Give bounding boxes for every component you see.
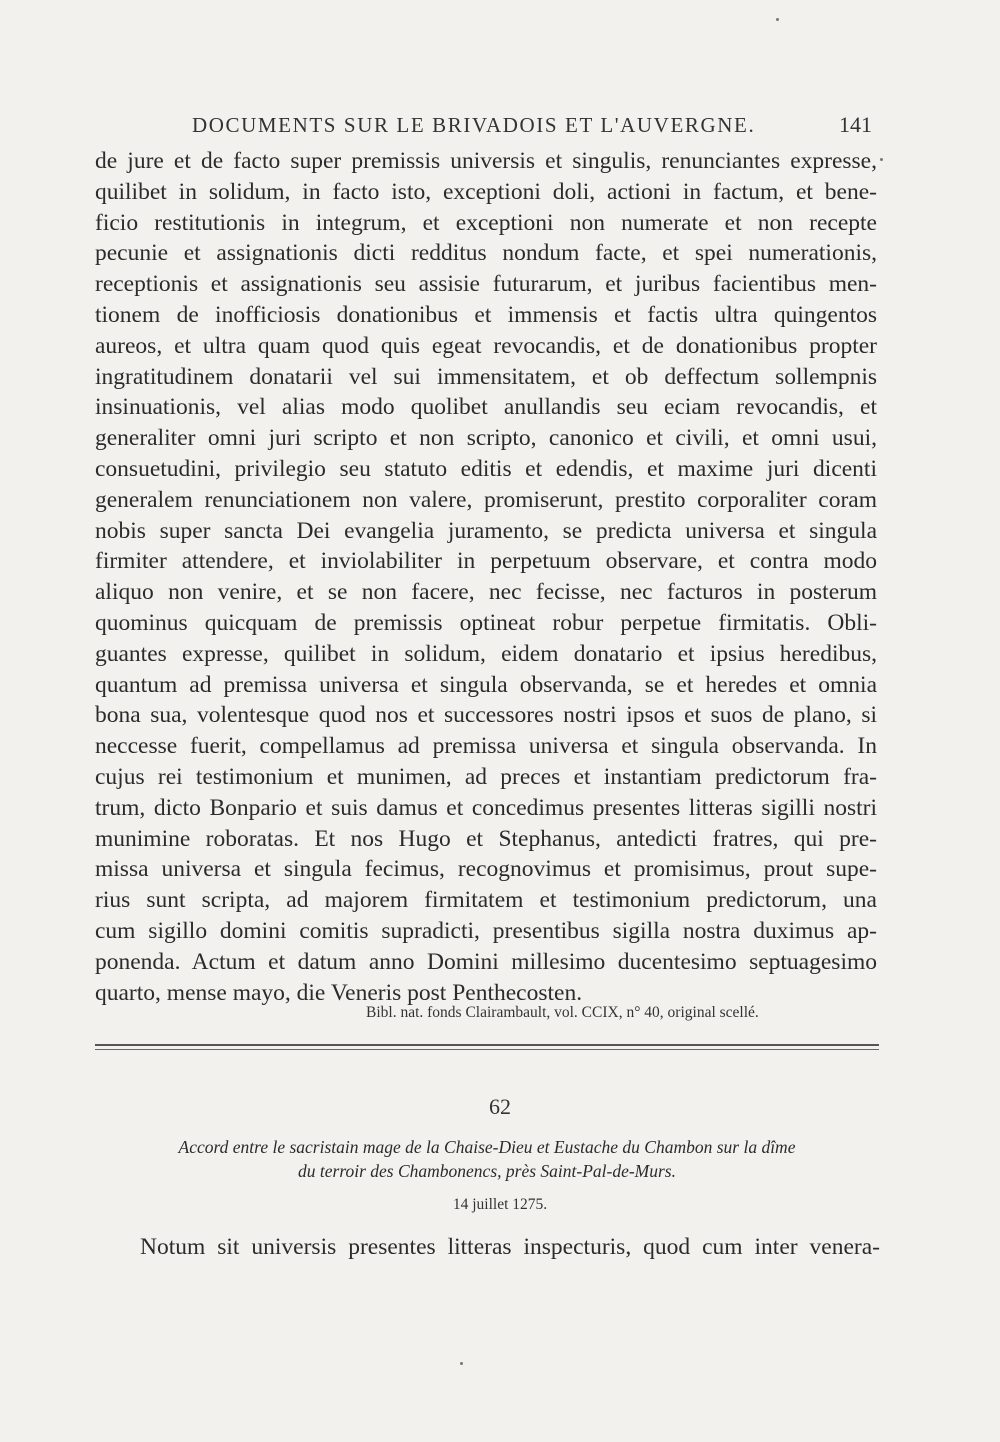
- body-line: quominus quicquam de premissis optineat robur perpetue firmitatis. Obli-: [95, 609, 877, 636]
- body-line: ponenda. Actum et datum anno Domini millesimo ducentesimo septuagesimo: [95, 948, 877, 975]
- body-line: quarto, mense mayo, die Veneris post Penthecosten.: [95, 979, 583, 1006]
- paper-speck: [880, 158, 883, 161]
- body-line: munimine roboratas. Et nos Hugo et Stephanus, antedicti fratres, qui pre-: [95, 825, 877, 852]
- source-note: Bibl. nat. fonds Clairambault, vol. CCIX, n° 40, original scellé.: [366, 1004, 759, 1021]
- section-rule: [95, 1049, 879, 1050]
- body-line: de jure et de facto super premissis universis et singulis, renunciantes expresse,: [95, 148, 877, 174]
- body-line: trum, dicto Bonpario et suis damus et concedimus presentes litteras sigilli nostri: [95, 794, 877, 821]
- paper-speck: [776, 18, 779, 21]
- body-line: bona sua, volentesque quod nos et successores nostri ipsos et suos de plano, si: [95, 702, 877, 729]
- document-date: 14 juillet 1275.: [452, 1196, 548, 1213]
- running-title: DOCUMENTS SUR LE BRIVADOIS ET L'AUVERGNE.: [192, 113, 756, 137]
- document-title-line: du terroir des Chambonencs, près Saint-Pal-de-Murs.: [298, 1161, 676, 1181]
- body-line: aliquo non venire, et se non facere, nec fecisse, nec facturos in posterum: [95, 579, 877, 606]
- body-line: missa universa et singula fecimus, recognovimus et promisimus, prout supe-: [95, 856, 877, 883]
- document-title: [95, 1135, 879, 1183]
- body-line: consuetudini, privilegio seu statuto editis et edendis, et maxime juri dicenti: [95, 455, 877, 482]
- body-line: generalem renunciationem non valere, promiserunt, prestito corporaliter coram: [95, 486, 877, 513]
- page-number: 141: [839, 112, 872, 137]
- body-line: guantes expresse, quilibet in solidum, eidem donatario et ipsius heredibus,: [95, 640, 877, 667]
- document-number: 62: [489, 1094, 511, 1119]
- body-line: tionem de inofficiosis donationibus et immensis et factis ultra quingentos: [95, 301, 877, 328]
- section-rule: [95, 1044, 879, 1046]
- running-head: [192, 112, 872, 138]
- body-line: neccesse fuerit, compellamus ad premissa universa et singula observanda. In: [95, 733, 877, 760]
- body-line: pecunie et assignationis dicti redditus nondum facte, et spei numerationis,: [95, 240, 877, 267]
- body-line: insinuationis, vel alias modo quolibet anullandis seu eciam revocandis, et: [95, 394, 877, 421]
- body-line: receptionis et assignationis seu assisie futurarum, et juribus facientibus men-: [95, 271, 877, 298]
- body-line: ficio restitutionis in integrum, et exceptioni non numerate et non recepte: [95, 209, 877, 236]
- body-line: nobis super sancta Dei evangelia juramento, se predicta universa et singula: [95, 517, 877, 544]
- body-line: cujus rei testimonium et munimen, ad preces et instantiam predictorum fra-: [95, 763, 877, 790]
- body-line: cum sigillo domini comitis supradicti, presentibus sigilla nostra duximus ap-: [95, 917, 877, 944]
- body-text: [95, 146, 877, 1008]
- document-opening-line: Notum sit universis presentes litteras inspecturis, quod cum inter venera-: [140, 1234, 880, 1260]
- body-line: generaliter omni juri scripto et non scripto, canonico et civili, et omni usui,: [95, 425, 877, 452]
- paper-speck: [460, 1362, 463, 1365]
- body-line: quantum ad premissa universa et singula observanda, se et heredes et omnia: [95, 671, 877, 698]
- body-line: aureos, et ultra quam quod quis egeat revocandis, et de donationibus propter: [95, 332, 877, 359]
- body-line: rius sunt scripta, ad majorem firmitatem et testimonium predictorum, una: [95, 887, 877, 914]
- body-line: ingratitudinem donatarii vel sui immensitatem, et ob deffectum sollempnis: [95, 363, 877, 390]
- document-title-line: Accord entre le sacristain mage de la Chaise-Dieu et Eustache du Chambon sur la dîme: [178, 1137, 796, 1157]
- body-line: firmiter attendere, et inviolabiliter in perpetuum observare, et contra modo: [95, 548, 877, 575]
- body-line: quilibet in solidum, in facto isto, exceptioni doli, actioni in factum, et bene-: [95, 178, 877, 205]
